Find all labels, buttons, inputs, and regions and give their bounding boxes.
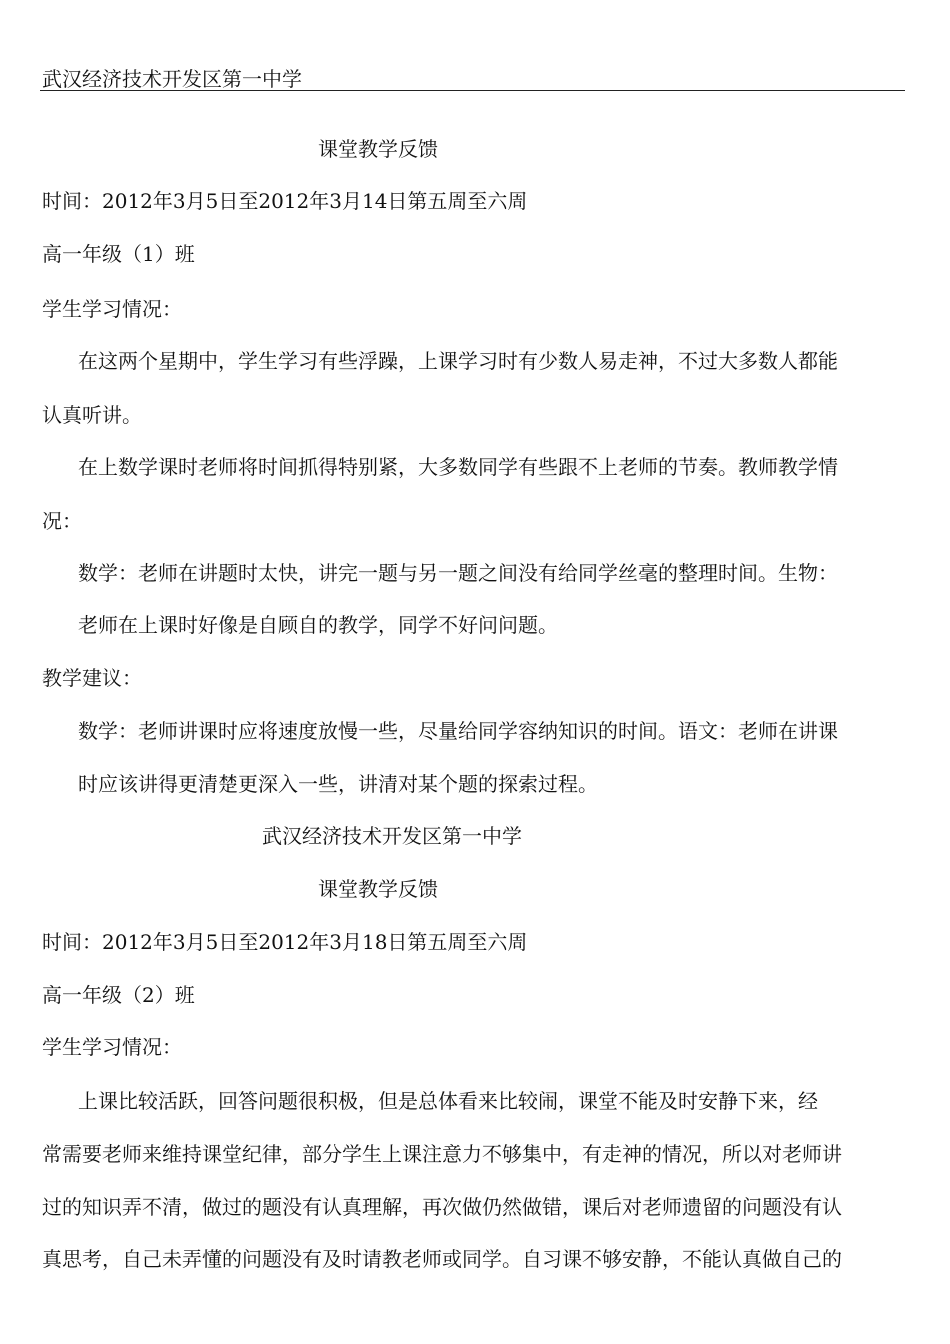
section2-paragraph1-line4: 真思考，自己未弄懂的问题没有及时请教老师或同学。自习课不够安静，不能认真做自己的 xyxy=(42,1247,842,1271)
header-school-name: 武汉经济技术开发区第一中学 xyxy=(42,67,302,91)
section2-paragraph1-line2: 常需要老师来维持课堂纪律，部分学生上课注意力不够集中，有走神的情况，所以对老师讲 xyxy=(42,1142,842,1166)
section1-paragraph4-line1: 数学：老师讲课时应将速度放慢一些，尽量给同学容纳知识的时间。语文：老师在讲课 xyxy=(78,719,838,743)
section2-paragraph1-line3: 过的知识弄不清，做过的题没有认真理解，再次做仍然做错，课后对老师遗留的问题没有认 xyxy=(42,1195,842,1219)
section1-paragraph3-line1: 数学：老师在讲题时太快，讲完一题与另一题之间没有给同学丝毫的整理时间。生物： xyxy=(78,561,838,585)
section1-paragraph1-line1: 在这两个星期中，学生学习有些浮躁，上课学习时有少数人易走神，不过大多数人都能 xyxy=(78,349,838,373)
section2-paragraph1-line1: 上课比较活跃，回答问题很积极，但是总体看来比较闹，课堂不能及时安静下来，经 xyxy=(78,1089,818,1113)
section2-time: 时间：2012年3月5日至2012年3月18日第五周至六周 xyxy=(42,930,528,954)
section1-paragraph4-line2: 时应该讲得更清楚更深入一些，讲清对某个题的探索过程。 xyxy=(78,772,598,796)
section1-paragraph2-line2: 况： xyxy=(42,509,82,533)
section1-class: 高一年级（1）班 xyxy=(42,242,195,266)
section1-paragraph1-line2: 认真听讲。 xyxy=(42,403,142,427)
section1-paragraph2-line1: 在上数学课时老师将时间抓得特别紧，大多数同学有些跟不上老师的节奏。教师教学情 xyxy=(78,455,838,479)
section2-student-heading: 学生学习情况： xyxy=(42,1035,182,1059)
section1-title: 课堂教学反馈 xyxy=(318,137,438,161)
section1-time: 时间：2012年3月5日至2012年3月14日第五周至六周 xyxy=(42,189,528,213)
section1-advice-heading: 教学建议： xyxy=(42,666,142,690)
section1-student-heading: 学生学习情况： xyxy=(42,297,182,321)
section2-school-name: 武汉经济技术开发区第一中学 xyxy=(262,824,522,848)
section2-class: 高一年级（2）班 xyxy=(42,983,195,1007)
section1-paragraph3-line2: 老师在上课时好像是自顾自的教学，同学不好问问题。 xyxy=(78,613,558,637)
section2-title: 课堂教学反馈 xyxy=(318,877,438,901)
header-divider xyxy=(40,90,905,91)
